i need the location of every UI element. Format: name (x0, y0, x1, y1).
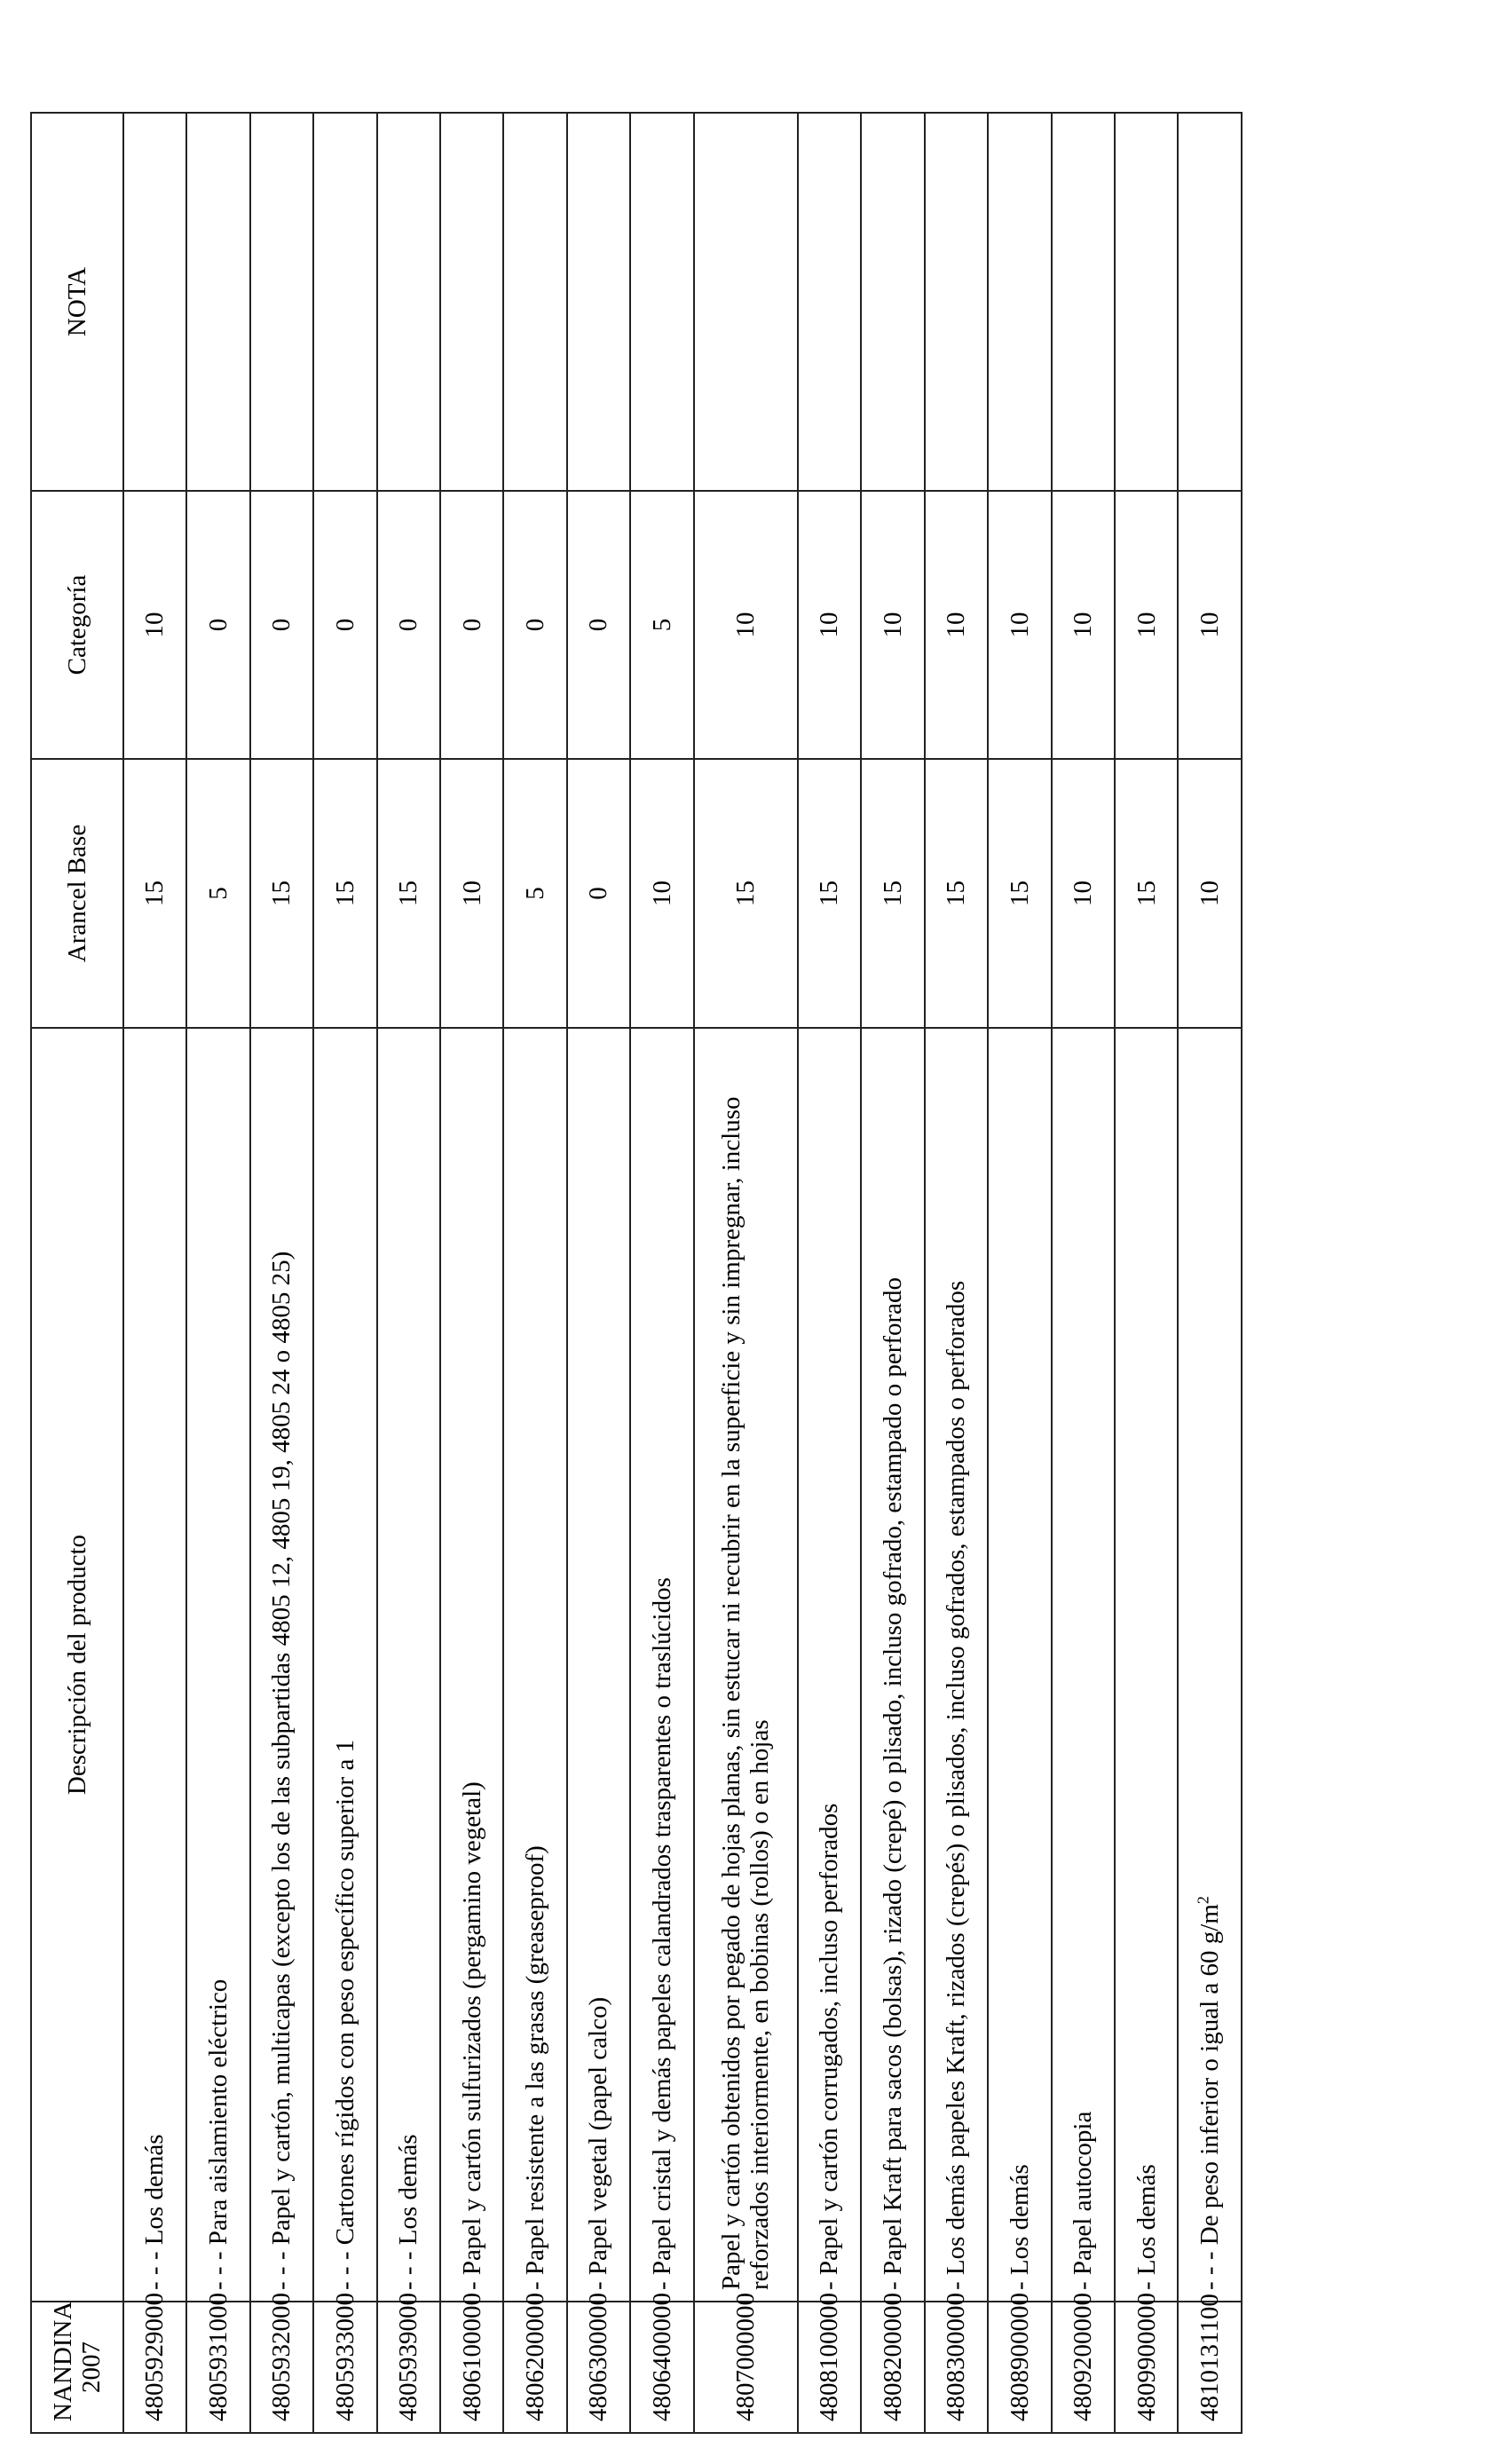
cell-nandina-code: 4806400000 (630, 2302, 693, 2433)
cell-arancel-base: 10 (440, 759, 503, 1028)
cell-nota (503, 113, 566, 491)
cell-description: - Los demás (988, 1028, 1051, 2302)
cell-nandina-code: 4806100000 (440, 2302, 503, 2433)
cell-nandina-code: 4805932000 (250, 2302, 313, 2433)
header-categoria: Categoría (31, 491, 123, 759)
table-row (630, 113, 693, 2433)
cell-description: - Papel y cartón sulfurizados (pergamino vegetal) (440, 1028, 503, 2302)
cell-nota (186, 113, 249, 491)
description-text: - - - De peso inferior o igual a 60 g/m (1195, 1904, 1224, 2290)
cell-description: - Papel y cartón corrugados, incluso perforados (798, 1028, 861, 2302)
rotated-table-container (30, 114, 1243, 2434)
cell-arancel-base: 15 (123, 759, 186, 1028)
cell-nandina-code: 4808300000 (925, 2302, 988, 2433)
header-nandina: NANDINA 2007 (31, 2302, 123, 2433)
cell-description: Papel y cartón obtenidos por pegado de hojas planas, sin estucar ni recubrir en la superficie y sin impregnar, incluso reforzados interiormente, en bobinas (rollos) o en hojas (694, 1028, 798, 2302)
table-row (694, 113, 798, 2433)
table-row (798, 113, 861, 2433)
cell-categoria: 10 (861, 491, 924, 759)
table-row (186, 113, 249, 2433)
cell-arancel-base: 15 (988, 759, 1051, 1028)
table-row (440, 113, 503, 2433)
cell-nandina-code: 4809200000 (1052, 2302, 1115, 2433)
cell-description: - - - Cartones rígidos con peso específico superior a 1 (313, 1028, 376, 2302)
header-nota: NOTA (31, 113, 123, 491)
cell-nota (861, 113, 924, 491)
cell-categoria: 10 (1052, 491, 1115, 759)
cell-nota (798, 113, 861, 491)
cell-categoria: 0 (567, 491, 630, 759)
cell-description: - - - Para aislamiento eléctrico (186, 1028, 249, 2302)
cell-arancel-base: 15 (925, 759, 988, 1028)
cell-categoria: 10 (798, 491, 861, 759)
cell-arancel-base: 5 (503, 759, 566, 1028)
cell-arancel-base: 15 (313, 759, 376, 1028)
cell-description: - - - Los demás (377, 1028, 440, 2302)
table-row (377, 113, 440, 2433)
cell-description: - Papel autocopia (1052, 1028, 1115, 2302)
table-row (861, 113, 924, 2433)
cell-categoria: 0 (503, 491, 566, 759)
cell-arancel-base: 10 (1052, 759, 1115, 1028)
cell-nota (1115, 113, 1178, 491)
cell-arancel-base: 15 (861, 759, 924, 1028)
cell-nandina-code: 4808900000 (988, 2302, 1051, 2433)
cell-description: - Papel vegetal (papel calco) (567, 1028, 630, 2302)
cell-description: - Los demás papeles Kraft, rizados (crepés) o plisados, incluso gofrados, estampados o perforados (925, 1028, 988, 2302)
cell-categoria: 0 (377, 491, 440, 759)
cell-nandina-code: 4805939000 (377, 2302, 440, 2433)
cell-categoria: 10 (123, 491, 186, 759)
cell-categoria: 5 (630, 491, 693, 759)
cell-description: - Papel cristal y demás papeles calandrados trasparentes o traslúcidos (630, 1028, 693, 2302)
cell-description: - - - Papel y cartón, multicapas (excepto los de las subpartidas 4805 12, 4805 19, 4805 24 o 4805 25) (250, 1028, 313, 2302)
cell-description: - - - Los demás (123, 1028, 186, 2302)
table-row (1115, 113, 1178, 2433)
table-row (567, 113, 630, 2433)
cell-description: - Los demás (1115, 1028, 1178, 2302)
cell-arancel-base: 15 (377, 759, 440, 1028)
cell-description: - Papel Kraft para sacos (bolsas), rizado (crepé) o plisado, incluso gofrado, estampado o perforado (861, 1028, 924, 2302)
cell-nota (123, 113, 186, 491)
cell-nandina-code: 4806200000 (503, 2302, 566, 2433)
cell-nota (250, 113, 313, 491)
cell-description (1178, 1028, 1242, 2302)
cell-arancel-base: 10 (1178, 759, 1242, 1028)
table-row (1178, 113, 1242, 2433)
cell-arancel-base: 0 (567, 759, 630, 1028)
cell-arancel-base: 5 (186, 759, 249, 1028)
header-descripcion: Descripción del producto (31, 1028, 123, 2302)
header-arancel-base: Arancel Base (31, 759, 123, 1028)
cell-categoria: 0 (440, 491, 503, 759)
cell-arancel-base: 15 (250, 759, 313, 1028)
cell-categoria: 10 (1178, 491, 1242, 759)
cell-arancel-base: 15 (798, 759, 861, 1028)
cell-categoria: 0 (186, 491, 249, 759)
table-row (988, 113, 1051, 2433)
cell-nota (377, 113, 440, 491)
header-row (31, 113, 123, 2433)
table-row (925, 113, 988, 2433)
table-header (31, 113, 123, 2433)
cell-nota (925, 113, 988, 491)
table-row (1052, 113, 1115, 2433)
cell-nota (1178, 113, 1242, 491)
cell-categoria: 0 (313, 491, 376, 759)
cell-nota (1052, 113, 1115, 491)
cell-nota (988, 113, 1051, 491)
table-row (123, 113, 186, 2433)
cell-nota (567, 113, 630, 491)
cell-categoria: 10 (694, 491, 798, 759)
cell-arancel-base: 15 (694, 759, 798, 1028)
tariff-table (30, 112, 1243, 2434)
cell-nandina-code: 4806300000 (567, 2302, 630, 2433)
table-body (123, 113, 1242, 2433)
cell-nandina-code: 4805929000 (123, 2302, 186, 2433)
cell-nandina-code: 4805933000 (313, 2302, 376, 2433)
cell-description: - Papel resistente a las grasas (greaseproof) (503, 1028, 566, 2302)
cell-nandina-code: 4808100000 (798, 2302, 861, 2433)
cell-arancel-base: 10 (630, 759, 693, 1028)
cell-categoria: 0 (250, 491, 313, 759)
table-row (313, 113, 376, 2433)
cell-nota (440, 113, 503, 491)
cell-nandina-code: 4809900000 (1115, 2302, 1178, 2433)
cell-nandina-code: 4810131100 (1178, 2302, 1242, 2433)
cell-nandina-code: 4808200000 (861, 2302, 924, 2433)
cell-nandina-code: 4807000000 (694, 2302, 798, 2433)
cell-nota (694, 113, 798, 491)
cell-nota (313, 113, 376, 491)
unit-superscript: 2 (1194, 1896, 1212, 1905)
cell-categoria: 10 (1115, 491, 1178, 759)
cell-categoria: 10 (925, 491, 988, 759)
table-row (250, 113, 313, 2433)
cell-nandina-code: 4805931000 (186, 2302, 249, 2433)
table-row (503, 113, 566, 2433)
cell-arancel-base: 15 (1115, 759, 1178, 1028)
cell-nota (630, 113, 693, 491)
cell-categoria: 10 (988, 491, 1051, 759)
